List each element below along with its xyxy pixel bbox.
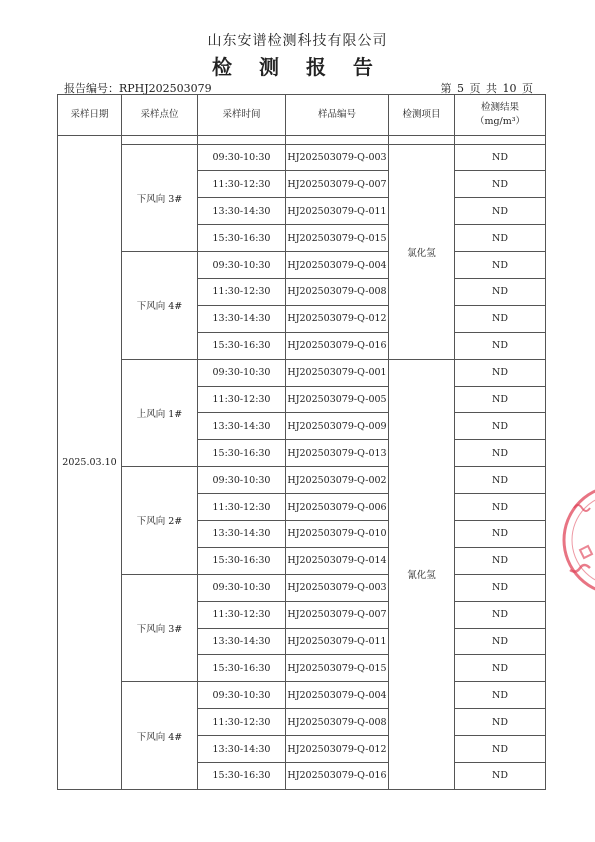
report-number-value: RPHJ202503079 bbox=[119, 82, 212, 95]
sampling-point: 下风向 3# bbox=[122, 144, 198, 252]
sample-id: HJ202503079-Q-003 bbox=[286, 144, 389, 171]
sample-id: HJ202503079-Q-002 bbox=[286, 467, 389, 494]
table-row bbox=[58, 144, 546, 171]
sample-id: HJ202503079-Q-009 bbox=[286, 413, 389, 440]
sampling-time: 11:30-12:30 bbox=[198, 709, 286, 736]
col-header-sample: 样品编号 bbox=[286, 95, 389, 136]
sampling-time: 15:30-16:30 bbox=[198, 547, 286, 574]
sample-id: HJ202503079-Q-008 bbox=[286, 278, 389, 305]
sample-id: HJ202503079-Q-006 bbox=[286, 494, 389, 521]
sample-id: HJ202503079-Q-001 bbox=[286, 359, 389, 386]
gap-cell bbox=[389, 136, 455, 145]
sample-id: HJ202503079-Q-004 bbox=[286, 252, 389, 279]
gap-cell bbox=[198, 136, 286, 145]
test-result: ND bbox=[455, 709, 546, 736]
test-result: ND bbox=[455, 628, 546, 655]
sampling-time: 13:30-14:30 bbox=[198, 628, 286, 655]
test-result: ND bbox=[455, 682, 546, 709]
table-row bbox=[58, 682, 546, 709]
sampling-time: 11:30-12:30 bbox=[198, 171, 286, 198]
sampling-point: 上风向 1# bbox=[122, 359, 198, 467]
test-result: ND bbox=[455, 386, 546, 413]
col-header-time: 采样时间 bbox=[198, 95, 286, 136]
sampling-time: 15:30-16:30 bbox=[198, 440, 286, 467]
test-item: 氯化氢 bbox=[389, 144, 455, 359]
sample-id: HJ202503079-Q-015 bbox=[286, 655, 389, 682]
document-title: 检 测 报 告 bbox=[212, 55, 383, 79]
sampling-date: 2025.03.10 bbox=[58, 136, 122, 790]
sampling-time: 11:30-12:30 bbox=[198, 386, 286, 413]
test-result: ND bbox=[455, 278, 546, 305]
sample-id: HJ202503079-Q-015 bbox=[286, 225, 389, 252]
sampling-time: 09:30-10:30 bbox=[198, 574, 286, 601]
test-result: ND bbox=[455, 332, 546, 359]
test-result: ND bbox=[455, 494, 546, 521]
table-gap-row bbox=[58, 136, 546, 145]
sample-id: HJ202503079-Q-008 bbox=[286, 709, 389, 736]
test-result: ND bbox=[455, 762, 546, 789]
page-info: 第 5 页 共 10 页 bbox=[440, 82, 533, 95]
test-result: ND bbox=[455, 305, 546, 332]
table-body bbox=[58, 136, 546, 790]
sampling-time: 09:30-10:30 bbox=[198, 252, 286, 279]
sampling-point: 下风向 4# bbox=[122, 252, 198, 360]
sample-id: HJ202503079-Q-011 bbox=[286, 198, 389, 225]
sampling-time: 13:30-14:30 bbox=[198, 198, 286, 225]
test-result: ND bbox=[455, 359, 546, 386]
seal-script-mark bbox=[580, 546, 592, 558]
col-header-date: 采样日期 bbox=[58, 95, 122, 136]
table-row bbox=[58, 359, 546, 386]
test-result: ND bbox=[455, 198, 546, 225]
test-result: ND bbox=[455, 736, 546, 763]
test-result: ND bbox=[455, 574, 546, 601]
test-result: ND bbox=[455, 601, 546, 628]
sampling-time: 09:30-10:30 bbox=[198, 359, 286, 386]
sample-id: HJ202503079-Q-003 bbox=[286, 574, 389, 601]
test-result: ND bbox=[455, 225, 546, 252]
test-result: ND bbox=[455, 467, 546, 494]
sample-id: HJ202503079-Q-004 bbox=[286, 682, 389, 709]
sampling-time: 15:30-16:30 bbox=[198, 332, 286, 359]
header-row bbox=[58, 95, 546, 136]
col-header-result-label: 检测结果 bbox=[480, 102, 519, 113]
report-number-label: 报告编号： bbox=[64, 82, 119, 95]
test-result: ND bbox=[455, 520, 546, 547]
sample-id: HJ202503079-Q-010 bbox=[286, 520, 389, 547]
col-header-result-unit: （mg/m³） bbox=[474, 116, 526, 127]
sampling-time: 13:30-14:30 bbox=[198, 305, 286, 332]
company-name: 山东安谱检测科技有限公司 bbox=[207, 33, 388, 49]
sampling-point: 下风向 2# bbox=[122, 467, 198, 575]
gap-cell bbox=[122, 136, 198, 145]
sample-id: HJ202503079-Q-007 bbox=[286, 171, 389, 198]
sampling-point: 下风向 4# bbox=[122, 682, 198, 790]
sample-id: HJ202503079-Q-012 bbox=[286, 736, 389, 763]
sampling-time: 13:30-14:30 bbox=[198, 736, 286, 763]
sampling-time: 15:30-16:30 bbox=[198, 225, 286, 252]
sample-id: HJ202503079-Q-007 bbox=[286, 601, 389, 628]
sampling-time: 13:30-14:30 bbox=[198, 413, 286, 440]
table-row bbox=[58, 252, 546, 279]
gap-cell bbox=[286, 136, 389, 145]
col-header-point: 采样点位 bbox=[122, 95, 198, 136]
test-result: ND bbox=[455, 547, 546, 574]
sample-id: HJ202503079-Q-011 bbox=[286, 628, 389, 655]
sampling-time: 09:30-10:30 bbox=[198, 467, 286, 494]
sampling-time: 11:30-12:30 bbox=[198, 278, 286, 305]
sample-id: HJ202503079-Q-013 bbox=[286, 440, 389, 467]
sample-id: HJ202503079-Q-016 bbox=[286, 762, 389, 789]
test-result: ND bbox=[455, 252, 546, 279]
sample-id: HJ202503079-Q-012 bbox=[286, 305, 389, 332]
official-seal-stamp bbox=[556, 478, 595, 608]
test-item: 氰化氢 bbox=[389, 359, 455, 789]
test-result: ND bbox=[455, 171, 546, 198]
table-row bbox=[58, 467, 546, 494]
sampling-time: 13:30-14:30 bbox=[198, 520, 286, 547]
sampling-time: 11:30-12:30 bbox=[198, 494, 286, 521]
sample-id: HJ202503079-Q-016 bbox=[286, 332, 389, 359]
test-result: ND bbox=[455, 413, 546, 440]
sample-id: HJ202503079-Q-014 bbox=[286, 547, 389, 574]
test-result: ND bbox=[455, 655, 546, 682]
sampling-point: 下风向 3# bbox=[122, 574, 198, 682]
test-result: ND bbox=[455, 144, 546, 171]
gap-cell bbox=[455, 136, 546, 145]
results-table bbox=[57, 94, 546, 790]
sample-id: HJ202503079-Q-005 bbox=[286, 386, 389, 413]
col-header-item: 检测项目 bbox=[389, 95, 455, 136]
sampling-time: 11:30-12:30 bbox=[198, 601, 286, 628]
sampling-time: 09:30-10:30 bbox=[198, 682, 286, 709]
seal-outer-ring bbox=[564, 486, 595, 594]
sampling-time: 15:30-16:30 bbox=[198, 762, 286, 789]
table-row bbox=[58, 574, 546, 601]
sampling-time: 15:30-16:30 bbox=[198, 655, 286, 682]
test-result: ND bbox=[455, 440, 546, 467]
col-header-result bbox=[455, 95, 546, 136]
sampling-time: 09:30-10:30 bbox=[198, 144, 286, 171]
